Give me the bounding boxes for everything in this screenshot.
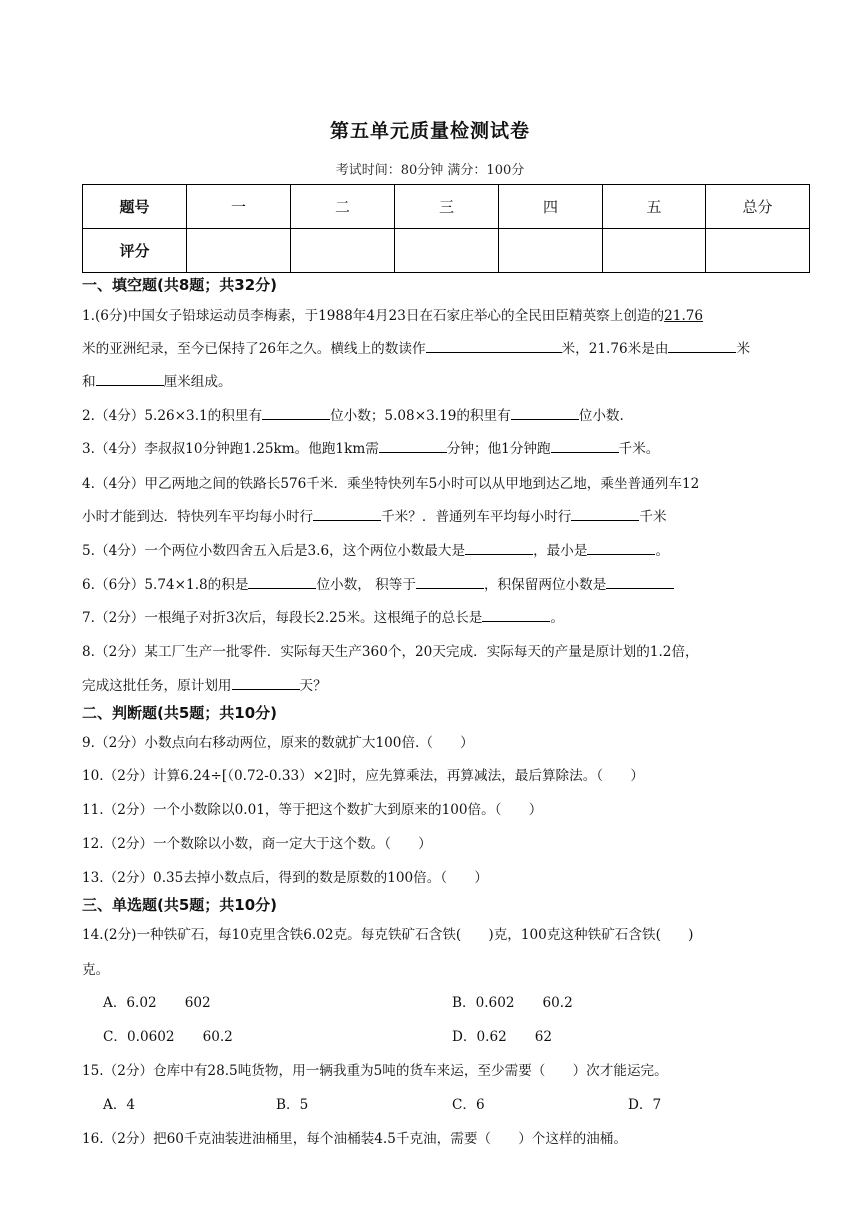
score-table-score-row (83, 229, 810, 273)
question-text: 位小数， 积等于 (316, 577, 416, 593)
option-value: 602 (184, 995, 211, 1011)
question-text: 米，21.76米是由 (561, 341, 669, 357)
answer-blank[interactable] (668, 338, 736, 353)
question-text: 7.（2分）一根绳子对折3次后，每段长2.25米。这根绳子的总长是 (82, 610, 483, 626)
question-text: ，最小是 (533, 543, 588, 559)
score-cell: 五 (603, 185, 706, 229)
question-text: 千米。 (618, 441, 660, 457)
question-text: 位小数. (578, 408, 624, 424)
question-text: 1.(6分)中国女子铅球运动员李梅素，于1988年4月23日在石家庄举心的全民田臣精英察上创造的 (82, 308, 665, 324)
answer-blank[interactable] (606, 574, 674, 589)
option-b[interactable]: B．5 (276, 1097, 309, 1113)
answer-blank[interactable] (511, 405, 579, 420)
answer-blank[interactable] (571, 506, 639, 521)
question-14-line-2: 克。 (82, 962, 110, 978)
option-label: B．0.602 (452, 995, 515, 1011)
page-title: 第五单元质量检测试卷 (329, 120, 530, 142)
score-cell: 一 (187, 185, 291, 229)
score-cell (499, 229, 603, 273)
question-text: 米 (736, 341, 751, 357)
question-text: 3.（4分）李叔叔10分钟跑1.25km。他跑1km需 (82, 441, 379, 457)
option-value: 60.2 (542, 995, 573, 1011)
option-value: 60.2 (202, 1029, 233, 1045)
answer-blank[interactable] (465, 540, 533, 555)
question-text: 分钟；他1分钟跑 (446, 441, 551, 457)
question-13: 13.（2分）0.35去掉小数点后，得到的数是原数的100倍。（ ） (82, 870, 488, 886)
option-label: A．6.02 (103, 995, 157, 1011)
question-text: 完成这批任务，原计划用 (82, 678, 232, 694)
answer-blank[interactable] (96, 371, 164, 386)
score-cell: 总分 (706, 185, 810, 229)
question-12: 12.（2分）一个数除以小数，商一定大于这个数。（ ） (82, 836, 432, 852)
answer-blank[interactable] (551, 438, 619, 453)
score-cell: 三 (395, 185, 499, 229)
section-heading-true-false: 二、判断题(共5题；共10分) (82, 704, 278, 722)
question-15: 15.（2分）仓库中有28.5吨货物，用一辆我重为5吨的货车来运，至少需要（ ）次才能运完。 (82, 1063, 668, 1079)
question-text: 2.（4分）5.26×3.1的积里有 (82, 408, 263, 424)
answer-blank[interactable] (587, 540, 655, 555)
question-text: 6.（6分）5.74×1.8的积是 (82, 577, 249, 593)
question-4-line-2 (82, 505, 667, 525)
question-text: 厘米组成。 (163, 374, 232, 390)
score-cell: 评分 (83, 229, 187, 273)
score-cell: 四 (499, 185, 603, 229)
question-1-line-2 (82, 337, 750, 357)
option-a[interactable]: A．4 (103, 1097, 136, 1113)
option-a[interactable] (103, 991, 211, 1011)
score-table (82, 184, 810, 273)
question-text: 米的亚洲纪录，至今已保持了26年之久。横线上的数读作 (82, 341, 426, 357)
question-2 (82, 404, 624, 424)
answer-blank[interactable] (416, 574, 484, 589)
option-value: 62 (534, 1029, 553, 1045)
question-6 (82, 573, 674, 593)
answer-blank[interactable] (426, 338, 562, 353)
question-7 (82, 606, 564, 626)
option-label: C．0.0602 (103, 1029, 175, 1045)
question-1 (82, 304, 703, 324)
question-8 (82, 640, 699, 660)
question-text: 位小数；5.08×3.19的积里有 (330, 408, 511, 424)
underlined-number: 21.76 (664, 308, 704, 324)
score-table-header-row (83, 185, 810, 229)
question-8-line-2 (82, 674, 327, 694)
section-heading-single-choice: 三、单选题(共5题；共10分) (82, 896, 278, 914)
question-text: 8.（2分）某工厂生产一批零件．实际每天生产360个，20天完成．实际每天的产量是原计划的1.2倍， (82, 644, 699, 660)
question-text: 千米？．普通列车平均每小时行 (381, 509, 572, 525)
question-text: 5.（4分）一个两位小数四舍五入后是3.6，这个两位小数最大是 (82, 543, 466, 559)
question-text: 和 (82, 374, 96, 390)
question-14: 14.(2分)一种铁矿石，每10克里含铁6.02克。每克铁矿石含铁( )克，100克这种铁矿石含铁( ) (82, 927, 694, 943)
option-d[interactable] (452, 1025, 552, 1045)
question-3 (82, 437, 659, 457)
question-text: 。 (655, 543, 670, 559)
answer-blank[interactable] (232, 675, 300, 690)
question-5 (82, 539, 669, 559)
score-cell: 二 (291, 185, 395, 229)
option-label: D．0.62 (452, 1029, 507, 1045)
question-text: ，积保留两位小数是 (483, 577, 607, 593)
option-c[interactable] (103, 1025, 233, 1045)
question-1-line-3 (82, 370, 232, 390)
answer-blank[interactable] (313, 506, 381, 521)
question-text: 小时才能到达．特快列车平均每小时行 (82, 509, 314, 525)
option-b[interactable] (452, 991, 573, 1011)
question-text: 。 (550, 610, 564, 626)
option-c[interactable]: C．6 (452, 1097, 485, 1113)
question-text: 千米 (639, 509, 667, 525)
answer-blank[interactable] (379, 438, 447, 453)
answer-blank[interactable] (248, 574, 316, 589)
question-9: 9.（2分）小数点向右移动两位，原来的数就扩大100倍.（ ） (82, 735, 474, 751)
score-cell (603, 229, 706, 273)
score-cell (706, 229, 810, 273)
answer-blank[interactable] (482, 607, 550, 622)
score-cell (395, 229, 499, 273)
exam-info: 考试时间：80分钟 满分：100分 (335, 163, 525, 178)
question-text: 4.（4分）甲乙两地之间的铁路长576千米．乘坐特快列车5小时可以从甲地到达乙地，乘坐普通列车12 (82, 476, 700, 492)
score-cell: 题号 (83, 185, 187, 229)
question-11: 11.（2分）一个小数除以0.01，等于把这个数扩大到原来的100倍。（ ） (82, 802, 543, 818)
question-16: 16.（2分）把60千克油装进油桶里，每个油桶装4.5千克油，需要（ ）个这样的油桶。 (82, 1131, 627, 1147)
score-cell (187, 229, 291, 273)
section-heading-fill-in: 一、填空题(共8题；共32分) (82, 276, 278, 294)
answer-blank[interactable] (262, 405, 330, 420)
score-cell (291, 229, 395, 273)
option-d[interactable]: D．7 (628, 1097, 662, 1113)
question-4 (82, 472, 699, 492)
question-10: 10.（2分）计算6.24÷[（0.72-0.33）×2]时，应先算乘法，再算减法，最后算除法。（ ） (82, 768, 644, 784)
question-text: 天？ (299, 678, 327, 694)
